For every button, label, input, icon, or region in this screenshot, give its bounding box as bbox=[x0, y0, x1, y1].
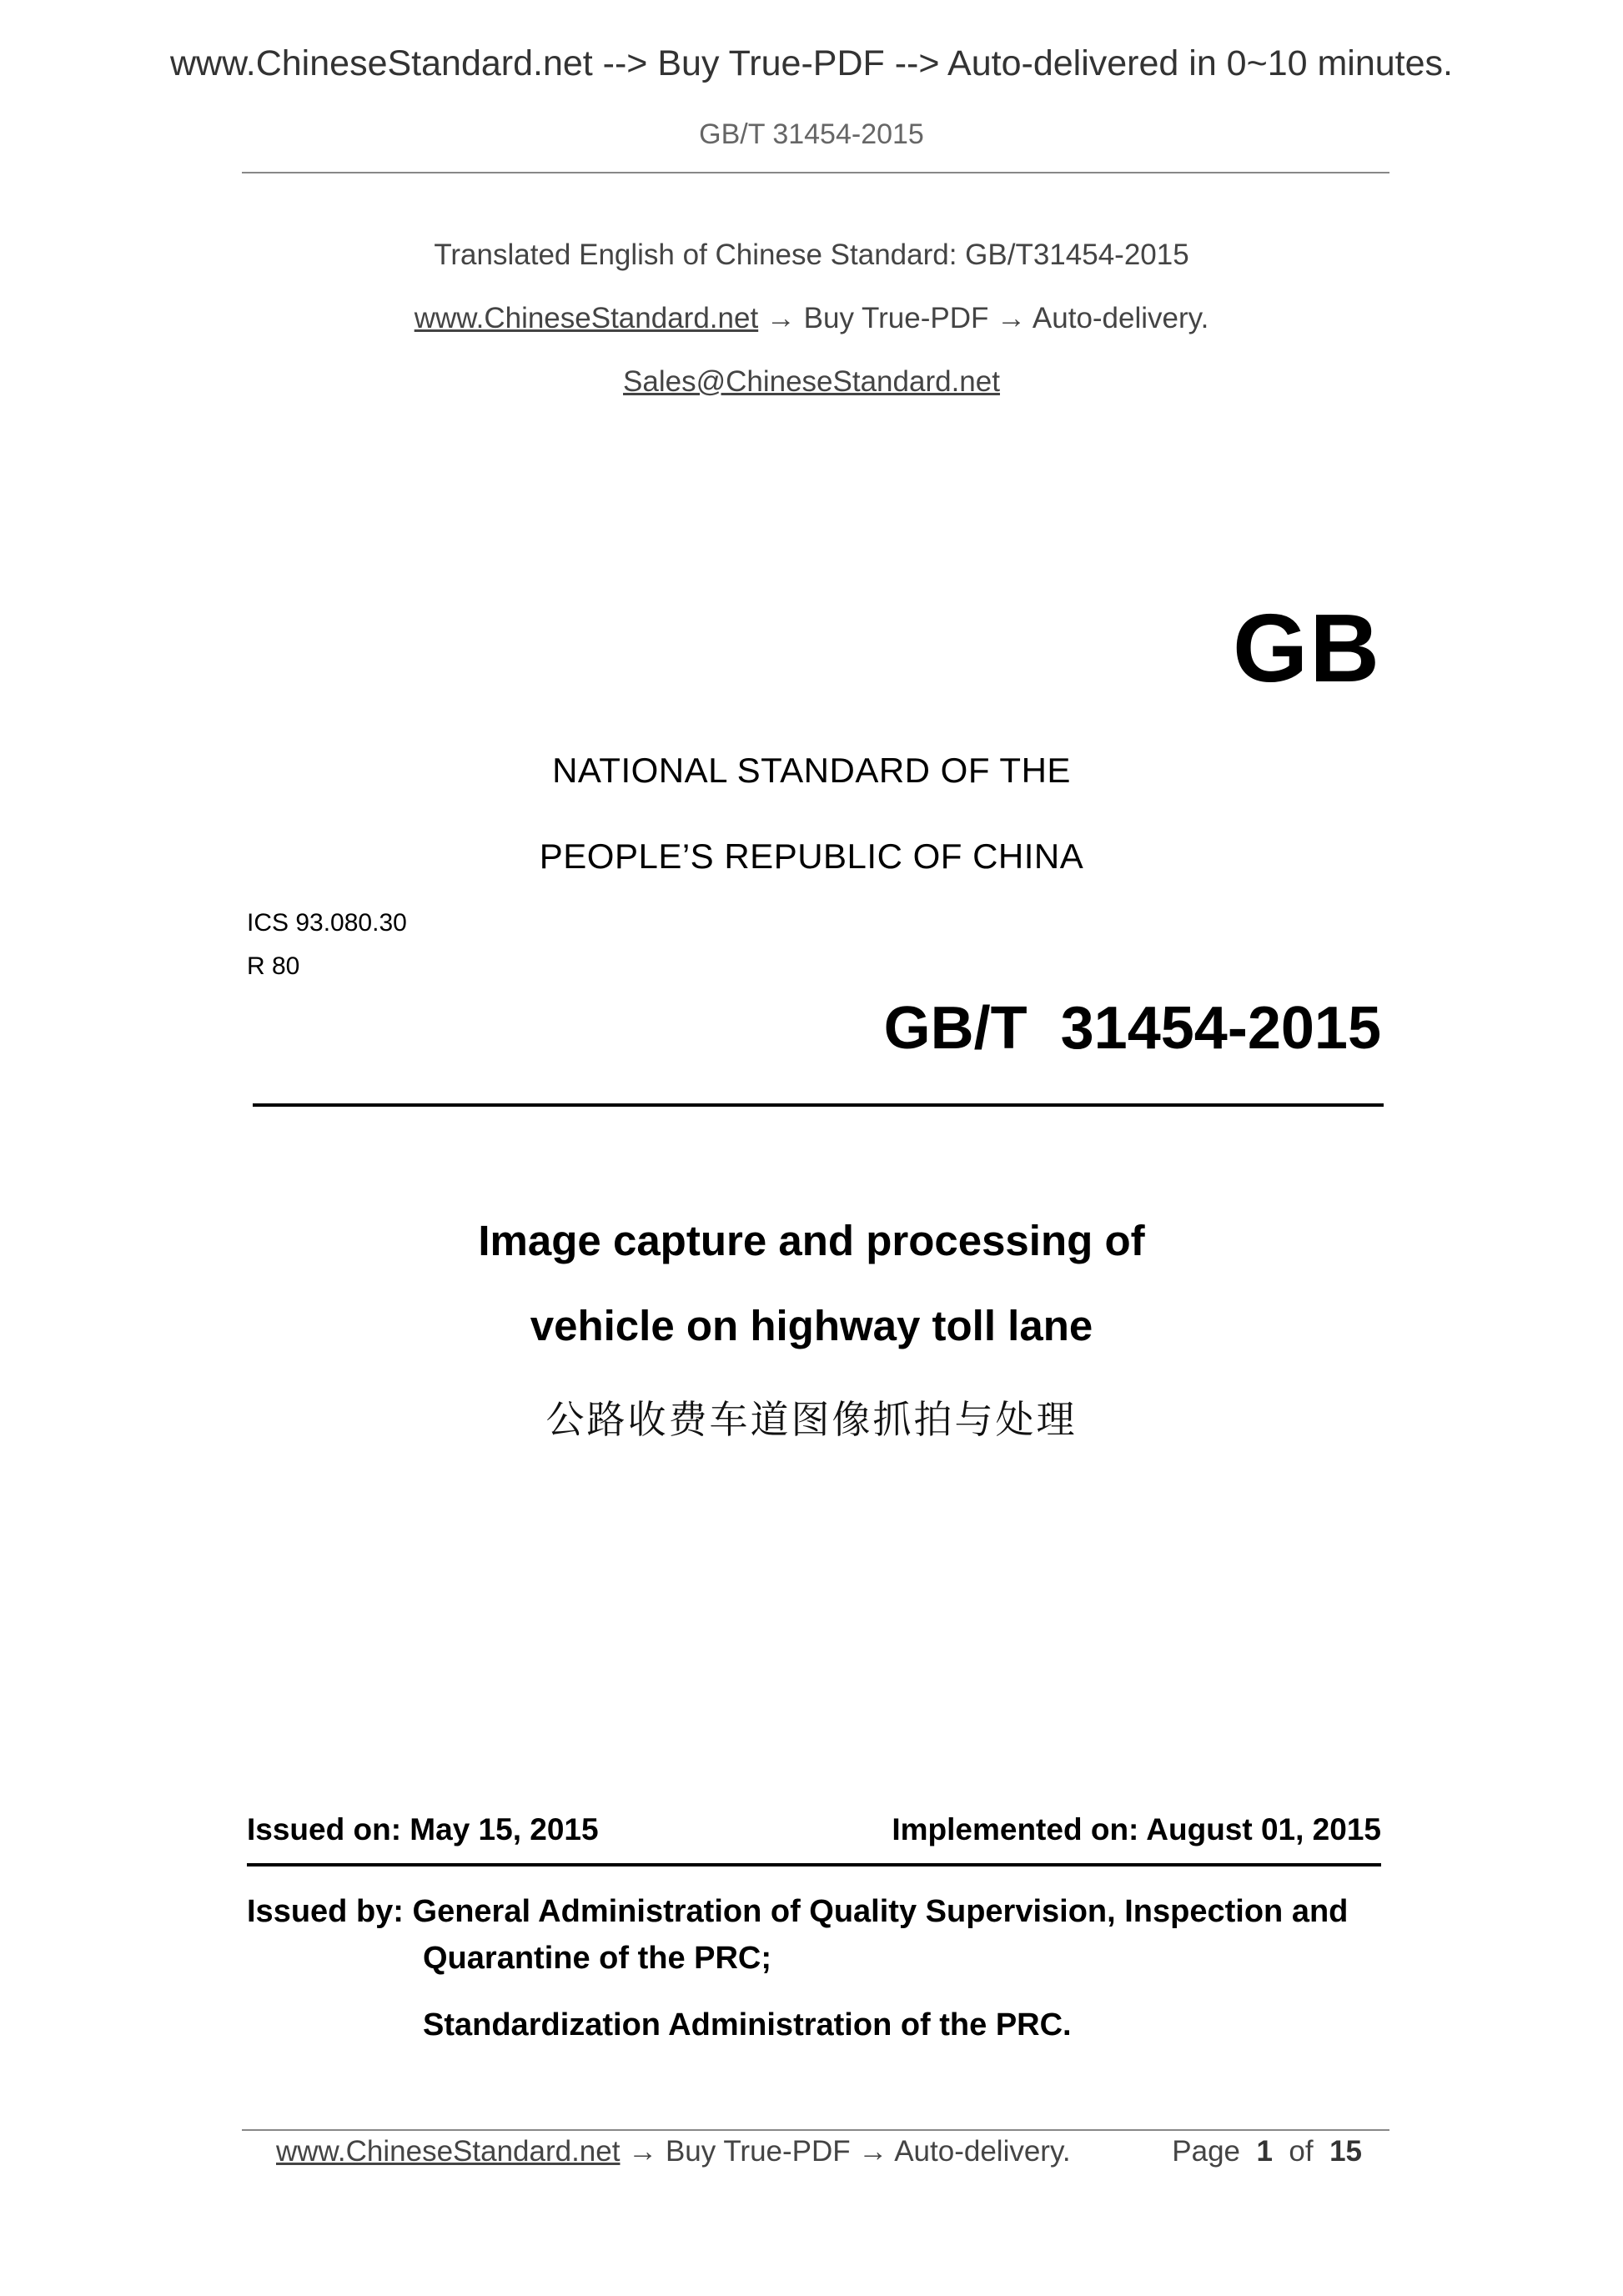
arrow-right-icon: → bbox=[766, 302, 796, 334]
issuer1-line1: General Administration of Quality Supervision, Inspection and bbox=[412, 1894, 1349, 1929]
page-current: 1 bbox=[1256, 2135, 1273, 2168]
sales-email-link[interactable]: Sales@ChineseStandard.net bbox=[623, 365, 1000, 398]
promo-buy-text: Buy True-PDF bbox=[803, 302, 989, 334]
issue-divider bbox=[247, 1863, 1381, 1866]
ccs-code: R 80 bbox=[247, 952, 300, 980]
issued-by-block bbox=[247, 1888, 1348, 1982]
issued-by-label: Issued by: bbox=[247, 1894, 404, 1929]
arrow-right-icon: → bbox=[628, 2135, 658, 2168]
issuer2: Standardization Administration of the PRC. bbox=[423, 2007, 1072, 2042]
translated-notice: Translated English of Chinese Standard: GB/T31454-2015 bbox=[434, 239, 1189, 271]
footer-divider bbox=[242, 2129, 1389, 2131]
footer-site-link[interactable]: www.ChineseStandard.net bbox=[276, 2135, 621, 2168]
ics-code: ICS 93.080.30 bbox=[247, 909, 407, 937]
page-total: 15 bbox=[1329, 2135, 1362, 2168]
national-standard-line1: NATIONAL STANDARD OF THE bbox=[552, 751, 1071, 790]
standard-number-rule bbox=[253, 1103, 1384, 1107]
promo-delivery-text: Auto-delivery. bbox=[1032, 302, 1209, 334]
promo-site-link[interactable]: www.ChineseStandard.net bbox=[414, 302, 759, 334]
issuer1-line2: Quarantine of the PRC; bbox=[423, 1941, 772, 1976]
footer-promo bbox=[276, 2135, 1071, 2168]
page-label: Page bbox=[1172, 2135, 1241, 2168]
footer-buy-text: Buy True-PDF bbox=[665, 2135, 851, 2168]
top-banner: www.ChineseStandard.net --> Buy True-PDF --> Auto-delivered in 0~10 minutes. bbox=[169, 43, 1453, 83]
page-indicator bbox=[1172, 2135, 1362, 2168]
issued-on-date: Issued on: May 15, 2015 bbox=[247, 1812, 599, 1846]
header-standard-code: GB/T 31454-2015 bbox=[699, 118, 924, 150]
implemented-on-date: Implemented on: August 01, 2015 bbox=[892, 1812, 1381, 1846]
title-chinese: 公路收费车道图像抓拍与处理 bbox=[545, 1398, 1078, 1441]
title-english-line2: vehicle on highway toll lane bbox=[530, 1302, 1093, 1349]
promo-buy-line bbox=[0, 302, 1623, 335]
footer-delivery-text: Auto-delivery. bbox=[894, 2135, 1071, 2168]
arrow-right-icon: → bbox=[858, 2135, 888, 2168]
sales-email-line bbox=[0, 365, 1623, 399]
header-divider bbox=[242, 172, 1389, 173]
national-standard-line2: PEOPLE’S REPUBLIC OF CHINA bbox=[539, 837, 1084, 876]
page-of: of bbox=[1289, 2135, 1314, 2168]
arrow-right-icon: → bbox=[997, 302, 1027, 334]
title-english-line1: Image capture and processing of bbox=[478, 1217, 1145, 1264]
gb-logo: GB bbox=[1233, 594, 1381, 702]
standard-number: GB/T 31454-2015 bbox=[883, 995, 1381, 1062]
